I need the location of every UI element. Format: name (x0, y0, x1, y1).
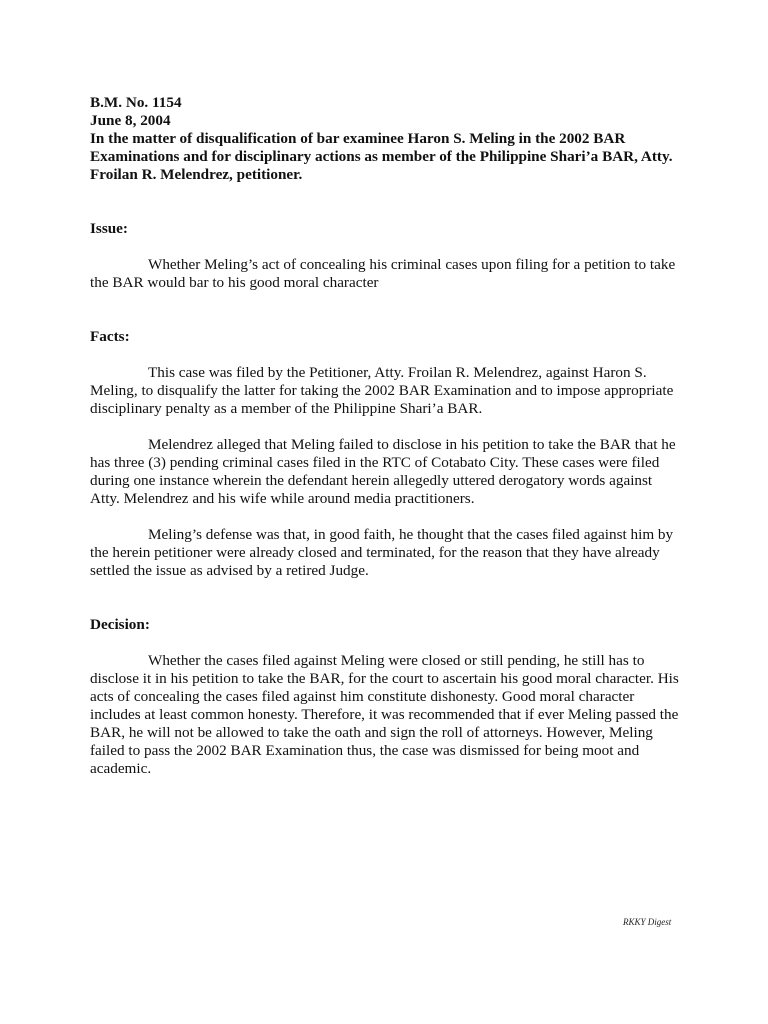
case-title: In the matter of disqualification of bar examinee Haron S. Meling in the 2002 BAR Examinations and for disciplinary actions as member of the Philippine Shari’a BAR, Atty. Froilan R. Melendrez, petitioner. (90, 130, 673, 183)
case-number: B.M. No. 1154 (90, 94, 182, 111)
issue-text: Whether Meling’s act of concealing his criminal cases upon filing for a petition to take the BAR would bar to his good moral character (90, 256, 676, 291)
decision-heading: Decision: (90, 616, 150, 633)
facts-paragraph-1: This case was filed by the Petitioner, Atty. Froilan R. Melendrez, against Haron S. Meling, to disqualify the latter for taking the 2002 BAR Examination and to impose appropriate disciplinary penalty as a member of the Philippine Shari’a BAR. (90, 364, 674, 417)
case-date: June 8, 2004 (90, 112, 171, 129)
facts-heading: Facts: (90, 328, 130, 345)
document-body (90, 94, 680, 778)
issue-heading: Issue: (90, 220, 128, 237)
decision-text: Whether the cases filed against Meling were closed or still pending, he still has to disclose it in his petition to take the BAR, for the court to ascertain his good moral character. His acts of concealing the cases filed against him constitute dishonesty. Good moral character includes at least common honesty. Therefore, it was recommended that if ever Meling passed the BAR, he will not be allowed to take the oath and sign the roll of attorneys. However, Meling failed to pass the 2002 BAR Examination thus, the case was dismissed for being moot and academic. (90, 652, 679, 777)
facts-paragraph-2: Melendrez alleged that Meling failed to disclose in his petition to take the BAR that he has three (3) pending criminal cases filed in the RTC of Cotabato City. These cases were filed during one instance wherein the defendant herein allegedly uttered derogatory words against Atty. Melendrez and his wife while around media practitioners. (90, 436, 676, 507)
facts-paragraph-3: Meling’s defense was that, in good faith, he thought that the cases filed against him by the herein petitioner were already closed and terminated, for the reason that they have already settled the issue as advised by a retired Judge. (90, 526, 674, 579)
footer-label: RKKY Digest (623, 917, 672, 927)
